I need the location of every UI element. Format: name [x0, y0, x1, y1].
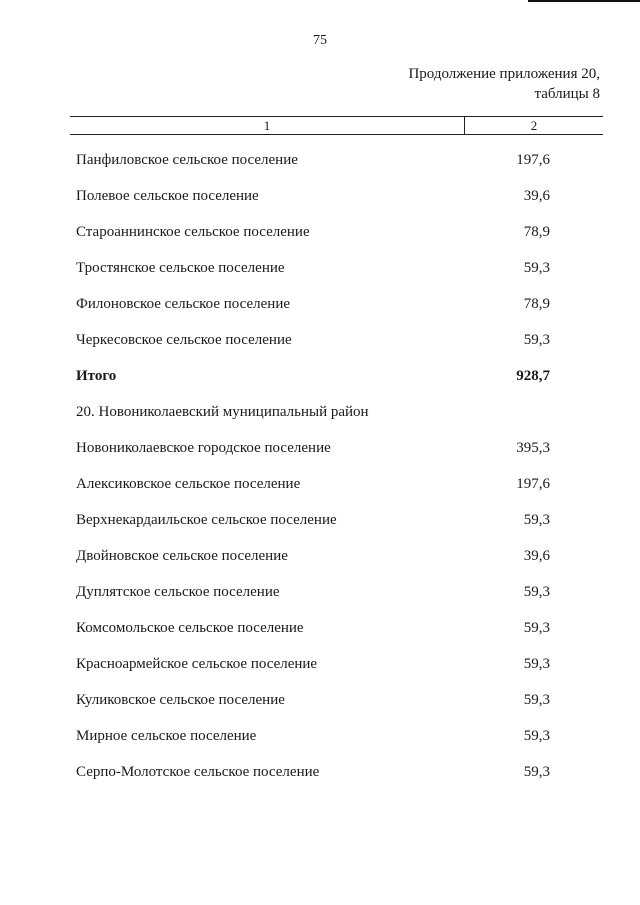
continuation-note	[408, 64, 600, 104]
continuation-line-2: таблицы 8	[534, 86, 600, 102]
table-row	[0, 186, 640, 222]
table-row	[0, 510, 640, 546]
table-row	[0, 330, 640, 366]
page-number: 75	[313, 33, 327, 48]
row-value: 197,6	[516, 152, 550, 168]
row-name: Мирное сельское поселение	[76, 728, 257, 744]
header-column-2: 2	[530, 118, 538, 133]
row-value: 59,3	[523, 692, 550, 708]
total-row	[0, 366, 640, 402]
table-row	[0, 258, 640, 294]
row-name: Верхнекардаильское сельское поселение	[76, 512, 337, 528]
section-heading-row	[0, 402, 640, 438]
row-name: Красноармейское сельское поселение	[76, 656, 318, 672]
row-name: Серпо-Молотское сельское поселение	[76, 764, 320, 780]
total-label: Итого	[76, 368, 117, 384]
row-value: 59,3	[523, 764, 550, 780]
row-name: Новониколаевское городское поселение	[76, 440, 331, 456]
table-body	[0, 150, 640, 798]
row-name: Филоновское сельское поселение	[76, 296, 291, 312]
row-value: 59,3	[523, 728, 550, 744]
row-name: Панфиловское сельское поселение	[76, 152, 298, 168]
row-name: Куликовское сельское поселение	[76, 692, 285, 708]
table-row	[0, 546, 640, 582]
row-name: Староаннинское сельское поселение	[76, 224, 310, 240]
row-name: Дуплятское сельское поселение	[76, 584, 280, 600]
row-value: 39,6	[523, 548, 550, 564]
row-value: 395,3	[516, 440, 550, 456]
table-row	[0, 294, 640, 330]
row-value: 59,3	[523, 620, 550, 636]
row-value: 59,3	[523, 512, 550, 528]
row-value: 59,3	[523, 260, 550, 276]
row-value: 197,6	[516, 476, 550, 492]
row-value: 59,3	[523, 656, 550, 672]
row-value: 78,9	[523, 296, 550, 312]
table-row	[0, 582, 640, 618]
table-row	[0, 654, 640, 690]
header-column-1: 1	[70, 117, 465, 134]
row-value: 39,6	[523, 188, 550, 204]
table-header	[70, 116, 603, 135]
row-name: Двойновское сельское поселение	[76, 548, 288, 564]
table-row	[0, 150, 640, 186]
table-row	[0, 762, 640, 798]
row-name: Комсомольское сельское поселение	[76, 620, 304, 636]
table-row	[0, 222, 640, 258]
row-name: Алексиковское сельское поселение	[76, 476, 301, 492]
top-edge-mark	[528, 0, 640, 2]
table-row	[0, 474, 640, 510]
table-row	[0, 690, 640, 726]
row-value: 59,3	[523, 584, 550, 600]
continuation-line-1: Продолжение приложения 20,	[408, 66, 600, 82]
table-row	[0, 726, 640, 762]
total-value: 928,7	[516, 368, 550, 384]
row-name: Черкесовское сельское поселение	[76, 332, 292, 348]
row-value: 59,3	[523, 332, 550, 348]
table-row	[0, 618, 640, 654]
table-row	[0, 438, 640, 474]
row-name: Полевое сельское поселение	[76, 188, 259, 204]
section-heading: 20. Новониколаевский муниципальный район	[76, 404, 369, 420]
row-name: Тростянское сельское поселение	[76, 260, 285, 276]
row-value: 78,9	[523, 224, 550, 240]
